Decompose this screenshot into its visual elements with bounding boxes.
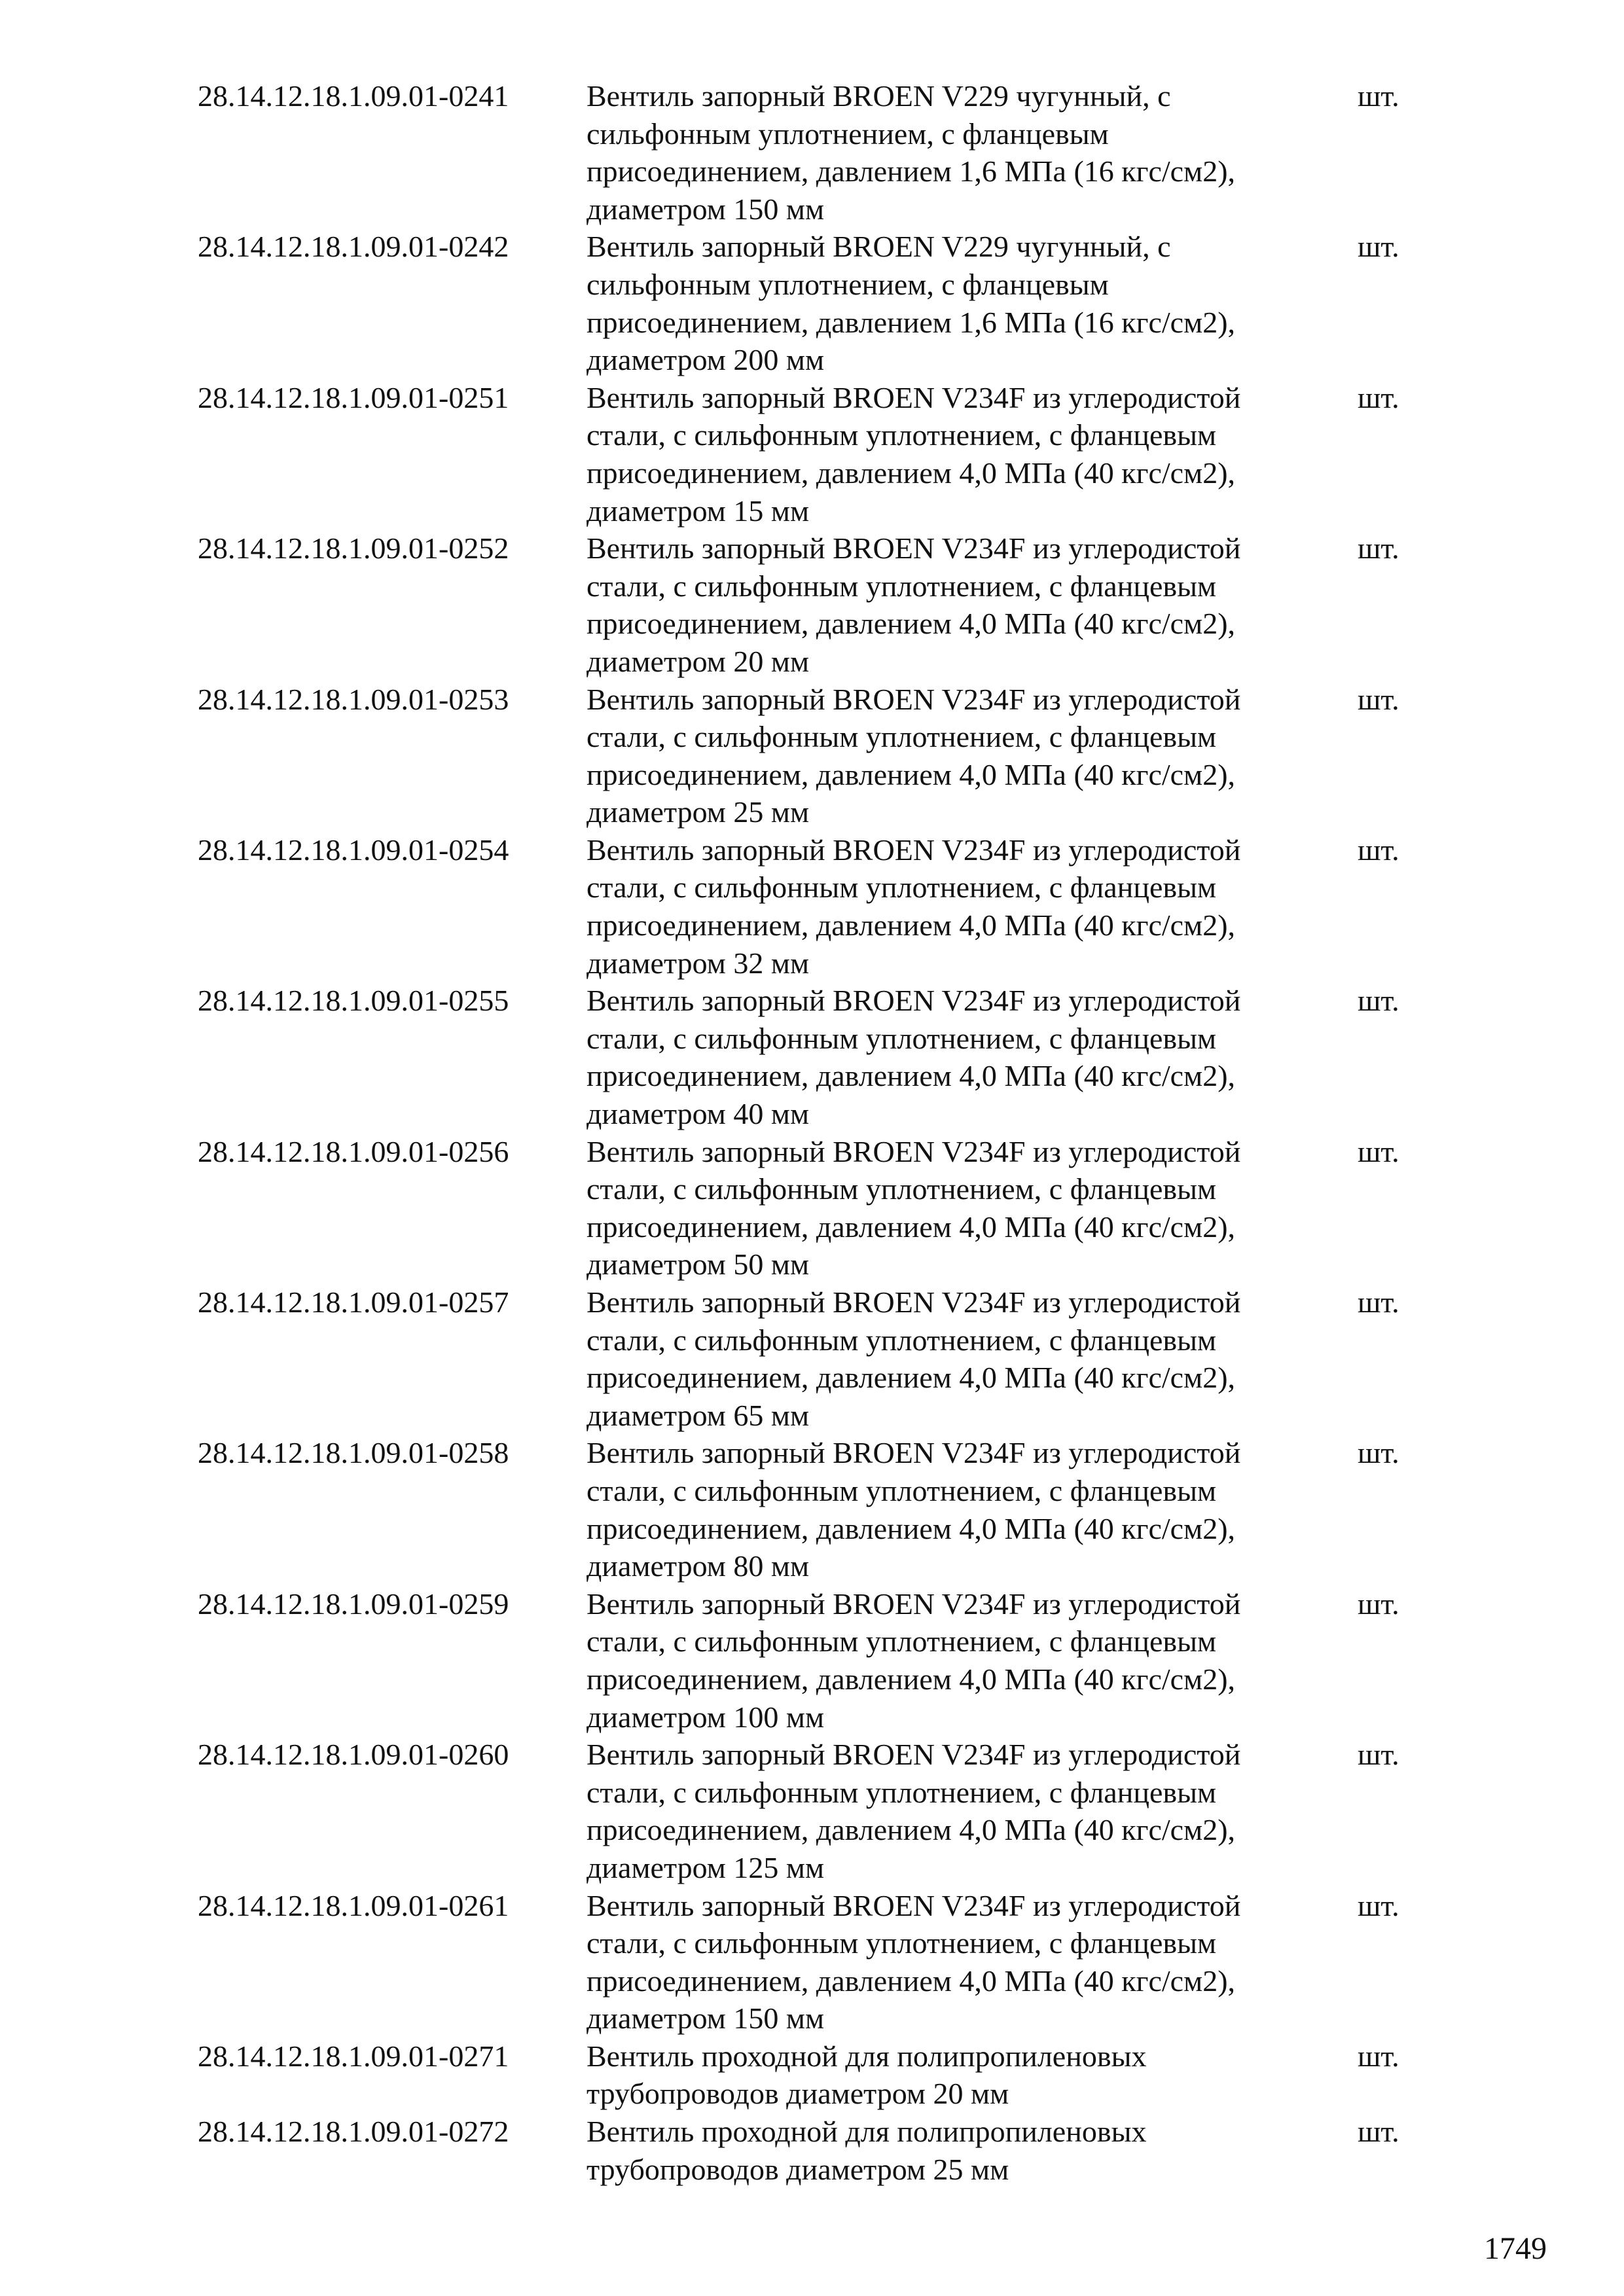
item-unit: шт. [1358,380,1399,414]
table-row [198,529,1441,680]
item-description: Вентиль запорный BROEN V234F из углеродистой стали, с сильфонным уплотнением, с фланцевым присоединением, давлением 4,0 МПа (40 кгс/см2), диаметром 125 мм [586,1738,1241,1884]
item-code: 28.14.12.18.1.09.01-0251 [198,380,509,414]
item-unit: шт. [1358,2115,1399,2149]
table-row [198,2037,1441,2113]
item-unit: шт. [1358,1285,1399,1319]
item-code: 28.14.12.18.1.09.01-0254 [198,833,509,867]
catalog-table [198,77,1441,2188]
item-unit: шт. [1358,2039,1399,2073]
item-description: Вентиль запорный BROEN V234F из углеродистой стали, с сильфонным уплотнением, с фланцевым присоединением, давлением 4,0 МПа (40 кгс/см2), диаметром 65 мм [586,1285,1241,1432]
table-row [198,1887,1441,2037]
item-unit: шт. [1358,1436,1399,1470]
item-code: 28.14.12.18.1.09.01-0258 [198,1436,509,1470]
item-unit: шт. [1358,1587,1399,1621]
item-description: Вентиль проходной для полипропиленовых трубопроводов диаметром 25 мм [586,2115,1147,2186]
item-description: Вентиль проходной для полипропиленовых трубопроводов диаметром 20 мм [586,2039,1147,2111]
item-code: 28.14.12.18.1.09.01-0252 [198,531,509,565]
item-code: 28.14.12.18.1.09.01-0242 [198,230,509,264]
table-row [198,228,1441,378]
item-description: Вентиль запорный BROEN V229 чугунный, с сильфонным уплотнением, с фланцевым присоединением, давлением 1,6 МПа (16 кгс/см2), диаметром 200 мм [586,230,1236,377]
table-row [198,1434,1441,1585]
item-code: 28.14.12.18.1.09.01-0256 [198,1134,509,1168]
item-description: Вентиль запорный BROEN V229 чугунный, с сильфонным уплотнением, с фланцевым присоединением, давлением 1,6 МПа (16 кгс/см2), диаметром 150 мм [586,79,1236,226]
table-row [198,1283,1441,1434]
item-description: Вентиль запорный BROEN V234F из углеродистой стали, с сильфонным уплотнением, с фланцевым присоединением, давлением 4,0 МПа (40 кгс/см2), диаметром 50 мм [586,1134,1241,1282]
item-code: 28.14.12.18.1.09.01-0241 [198,79,509,113]
table-row [198,1133,1441,1283]
item-unit: шт. [1358,984,1399,1018]
item-code: 28.14.12.18.1.09.01-0253 [198,682,509,716]
table-row [198,379,1441,529]
item-code: 28.14.12.18.1.09.01-0261 [198,1888,509,1922]
item-code: 28.14.12.18.1.09.01-0257 [198,1285,509,1319]
item-unit: шт. [1358,230,1399,264]
item-code: 28.14.12.18.1.09.01-0271 [198,2039,509,2073]
item-description: Вентиль запорный BROEN V234F из углеродистой стали, с сильфонным уплотнением, с фланцевым присоединением, давлением 4,0 МПа (40 кгс/см2), диаметром 100 мм [586,1587,1241,1734]
item-code: 28.14.12.18.1.09.01-0260 [198,1738,509,1772]
table-row [198,2113,1441,2188]
item-code: 28.14.12.18.1.09.01-0255 [198,984,509,1018]
table-row [198,1585,1441,1736]
item-unit: шт. [1358,1888,1399,1922]
item-description: Вентиль запорный BROEN V234F из углеродистой стали, с сильфонным уплотнением, с фланцевым присоединением, давлением 4,0 МПа (40 кгс/см2), диаметром 150 мм [586,1888,1241,2036]
item-unit: шт. [1358,682,1399,716]
item-unit: шт. [1358,79,1399,113]
table-row [198,77,1441,228]
item-code: 28.14.12.18.1.09.01-0259 [198,1587,509,1621]
table-row [198,831,1441,982]
item-description: Вентиль запорный BROEN V234F из углеродистой стали, с сильфонным уплотнением, с фланцевым присоединением, давлением 4,0 МПа (40 кгс/см2), диаметром 80 мм [586,1436,1241,1583]
item-description: Вентиль запорный BROEN V234F из углеродистой стали, с сильфонным уплотнением, с фланцевым присоединением, давлением 4,0 МПа (40 кгс/см2), диаметром 25 мм [586,682,1241,829]
item-unit: шт. [1358,833,1399,867]
item-code: 28.14.12.18.1.09.01-0272 [198,2115,509,2149]
table-row [198,982,1441,1132]
table-row [198,1736,1441,1886]
item-description: Вентиль запорный BROEN V234F из углеродистой стали, с сильфонным уплотнением, с фланцевым присоединением, давлением 4,0 МПа (40 кгс/см2), диаметром 15 мм [586,380,1241,528]
item-description: Вентиль запорный BROEN V234F из углеродистой стали, с сильфонным уплотнением, с фланцевым присоединением, давлением 4,0 МПа (40 кгс/см2), диаметром 32 мм [586,833,1241,980]
item-description: Вентиль запорный BROEN V234F из углеродистой стали, с сильфонным уплотнением, с фланцевым присоединением, давлением 4,0 МПа (40 кгс/см2), диаметром 20 мм [586,531,1241,678]
item-description: Вентиль запорный BROEN V234F из углеродистой стали, с сильфонным уплотнением, с фланцевым присоединением, давлением 4,0 МПа (40 кгс/см2), диаметром 40 мм [586,984,1241,1131]
item-unit: шт. [1358,1738,1399,1772]
item-unit: шт. [1358,531,1399,565]
page-number: 1749 [1484,2231,1547,2266]
item-unit: шт. [1358,1134,1399,1168]
table-row [198,681,1441,831]
